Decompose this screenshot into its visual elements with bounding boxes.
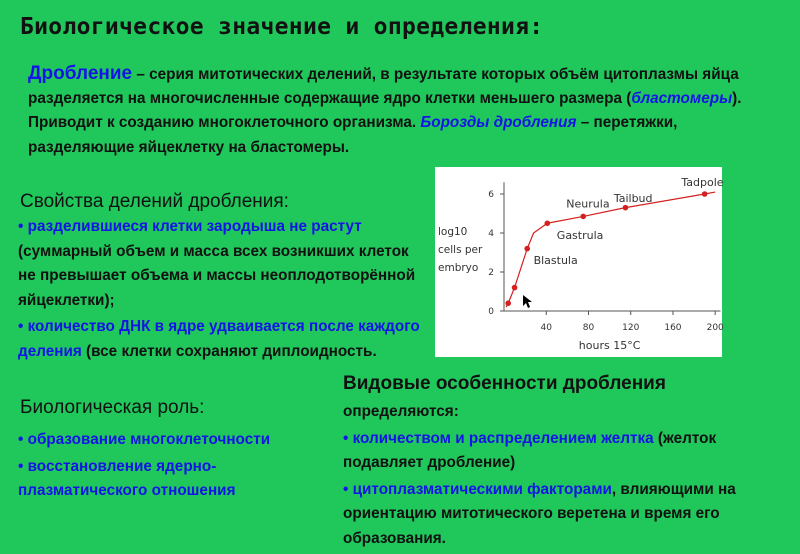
term-furrows: Борозды дробления [420, 114, 577, 132]
list-item [18, 315, 423, 364]
data-point [512, 285, 518, 291]
stage-label: Blastula [533, 254, 578, 268]
intro-text-1: – серия митотических делений, в результате которых объём цитоплазмы яйца разделяется на многочисленные содержащие ядро клетки меньшего размера ( [28, 66, 739, 108]
data-point [505, 300, 511, 306]
bullet-highlight: • цитоплазматическими факторами [343, 480, 612, 498]
slide-title: Биологическое значение и определения: [20, 14, 544, 40]
x-tick-label: 80 [582, 323, 595, 333]
role-heading: Биологическая роль: [20, 397, 205, 418]
data-line [506, 192, 715, 307]
list-item [343, 478, 783, 552]
cursor-icon [523, 295, 532, 308]
y-axis-label: log10 [438, 226, 468, 238]
stage-label: Tailbud [613, 191, 653, 205]
list-item: • образование многоклеточности [18, 431, 271, 448]
data-point [524, 246, 530, 252]
growth-chart [435, 167, 722, 357]
bullet-highlight: • количество ДНК в ядре удваивается после каждого деления [18, 318, 420, 360]
y-tick-label: 2 [488, 268, 494, 278]
bullet-text: (суммарный объем и масса всех возникших клеток не превышает объема и массы неоплодотворённой яйцеклетки); [18, 242, 416, 309]
role-list [18, 428, 318, 506]
term-blastomeres: бластомеры [631, 90, 733, 108]
y-axis-label: embryo [438, 262, 479, 274]
x-axis-label: hours 15°C [578, 339, 641, 352]
term-cleavage: Дробление [28, 63, 133, 84]
list-item: • восстановление ядерно-плазматического отношения [18, 457, 236, 499]
intro-paragraph [28, 62, 748, 160]
x-tick-label: 120 [622, 323, 640, 333]
y-axis-label: cells per [438, 244, 483, 256]
list-item [343, 427, 783, 476]
species-list [343, 400, 783, 553]
x-tick-label: 40 [540, 323, 552, 333]
stage-label: Tadpole [681, 176, 724, 190]
bullet-text: , влияющими на ориентацию митотического веретена и время его образования. [343, 480, 736, 547]
properties-list [18, 215, 423, 366]
data-point [580, 214, 586, 220]
species-heading: Видовые особенности дробления [343, 373, 666, 394]
chart-svg [435, 167, 722, 357]
intro-text-2: ). Приводит к созданию многоклеточного организма. [28, 90, 742, 132]
properties-heading: Свойства делений дробления: [20, 191, 289, 212]
data-point [544, 220, 550, 226]
bullet-text: (все клетки сохраняют диплоидность. [81, 342, 377, 360]
x-tick-label: 200 [706, 323, 724, 333]
bullet-highlight: • разделившиеся клетки зародыша не растут [18, 218, 362, 235]
y-tick-label: 4 [488, 229, 494, 239]
list-item [18, 215, 423, 313]
stage-label: Gastrula [556, 228, 604, 242]
x-tick-label: 160 [664, 323, 682, 333]
bullet-text: (желток подавляет дробление) [343, 429, 717, 471]
species-subheading: определяются: [343, 403, 459, 420]
bullet-highlight: • количеством и распределением желтка [343, 429, 654, 447]
data-point [623, 205, 629, 211]
stage-label: Neurula [566, 197, 610, 211]
data-point [702, 191, 708, 197]
y-tick-label: 0 [488, 307, 494, 317]
y-tick-label: 6 [488, 190, 494, 200]
intro-text-3: – перетяжки, разделяющие яйцеклетку на бластомеры. [28, 114, 678, 156]
